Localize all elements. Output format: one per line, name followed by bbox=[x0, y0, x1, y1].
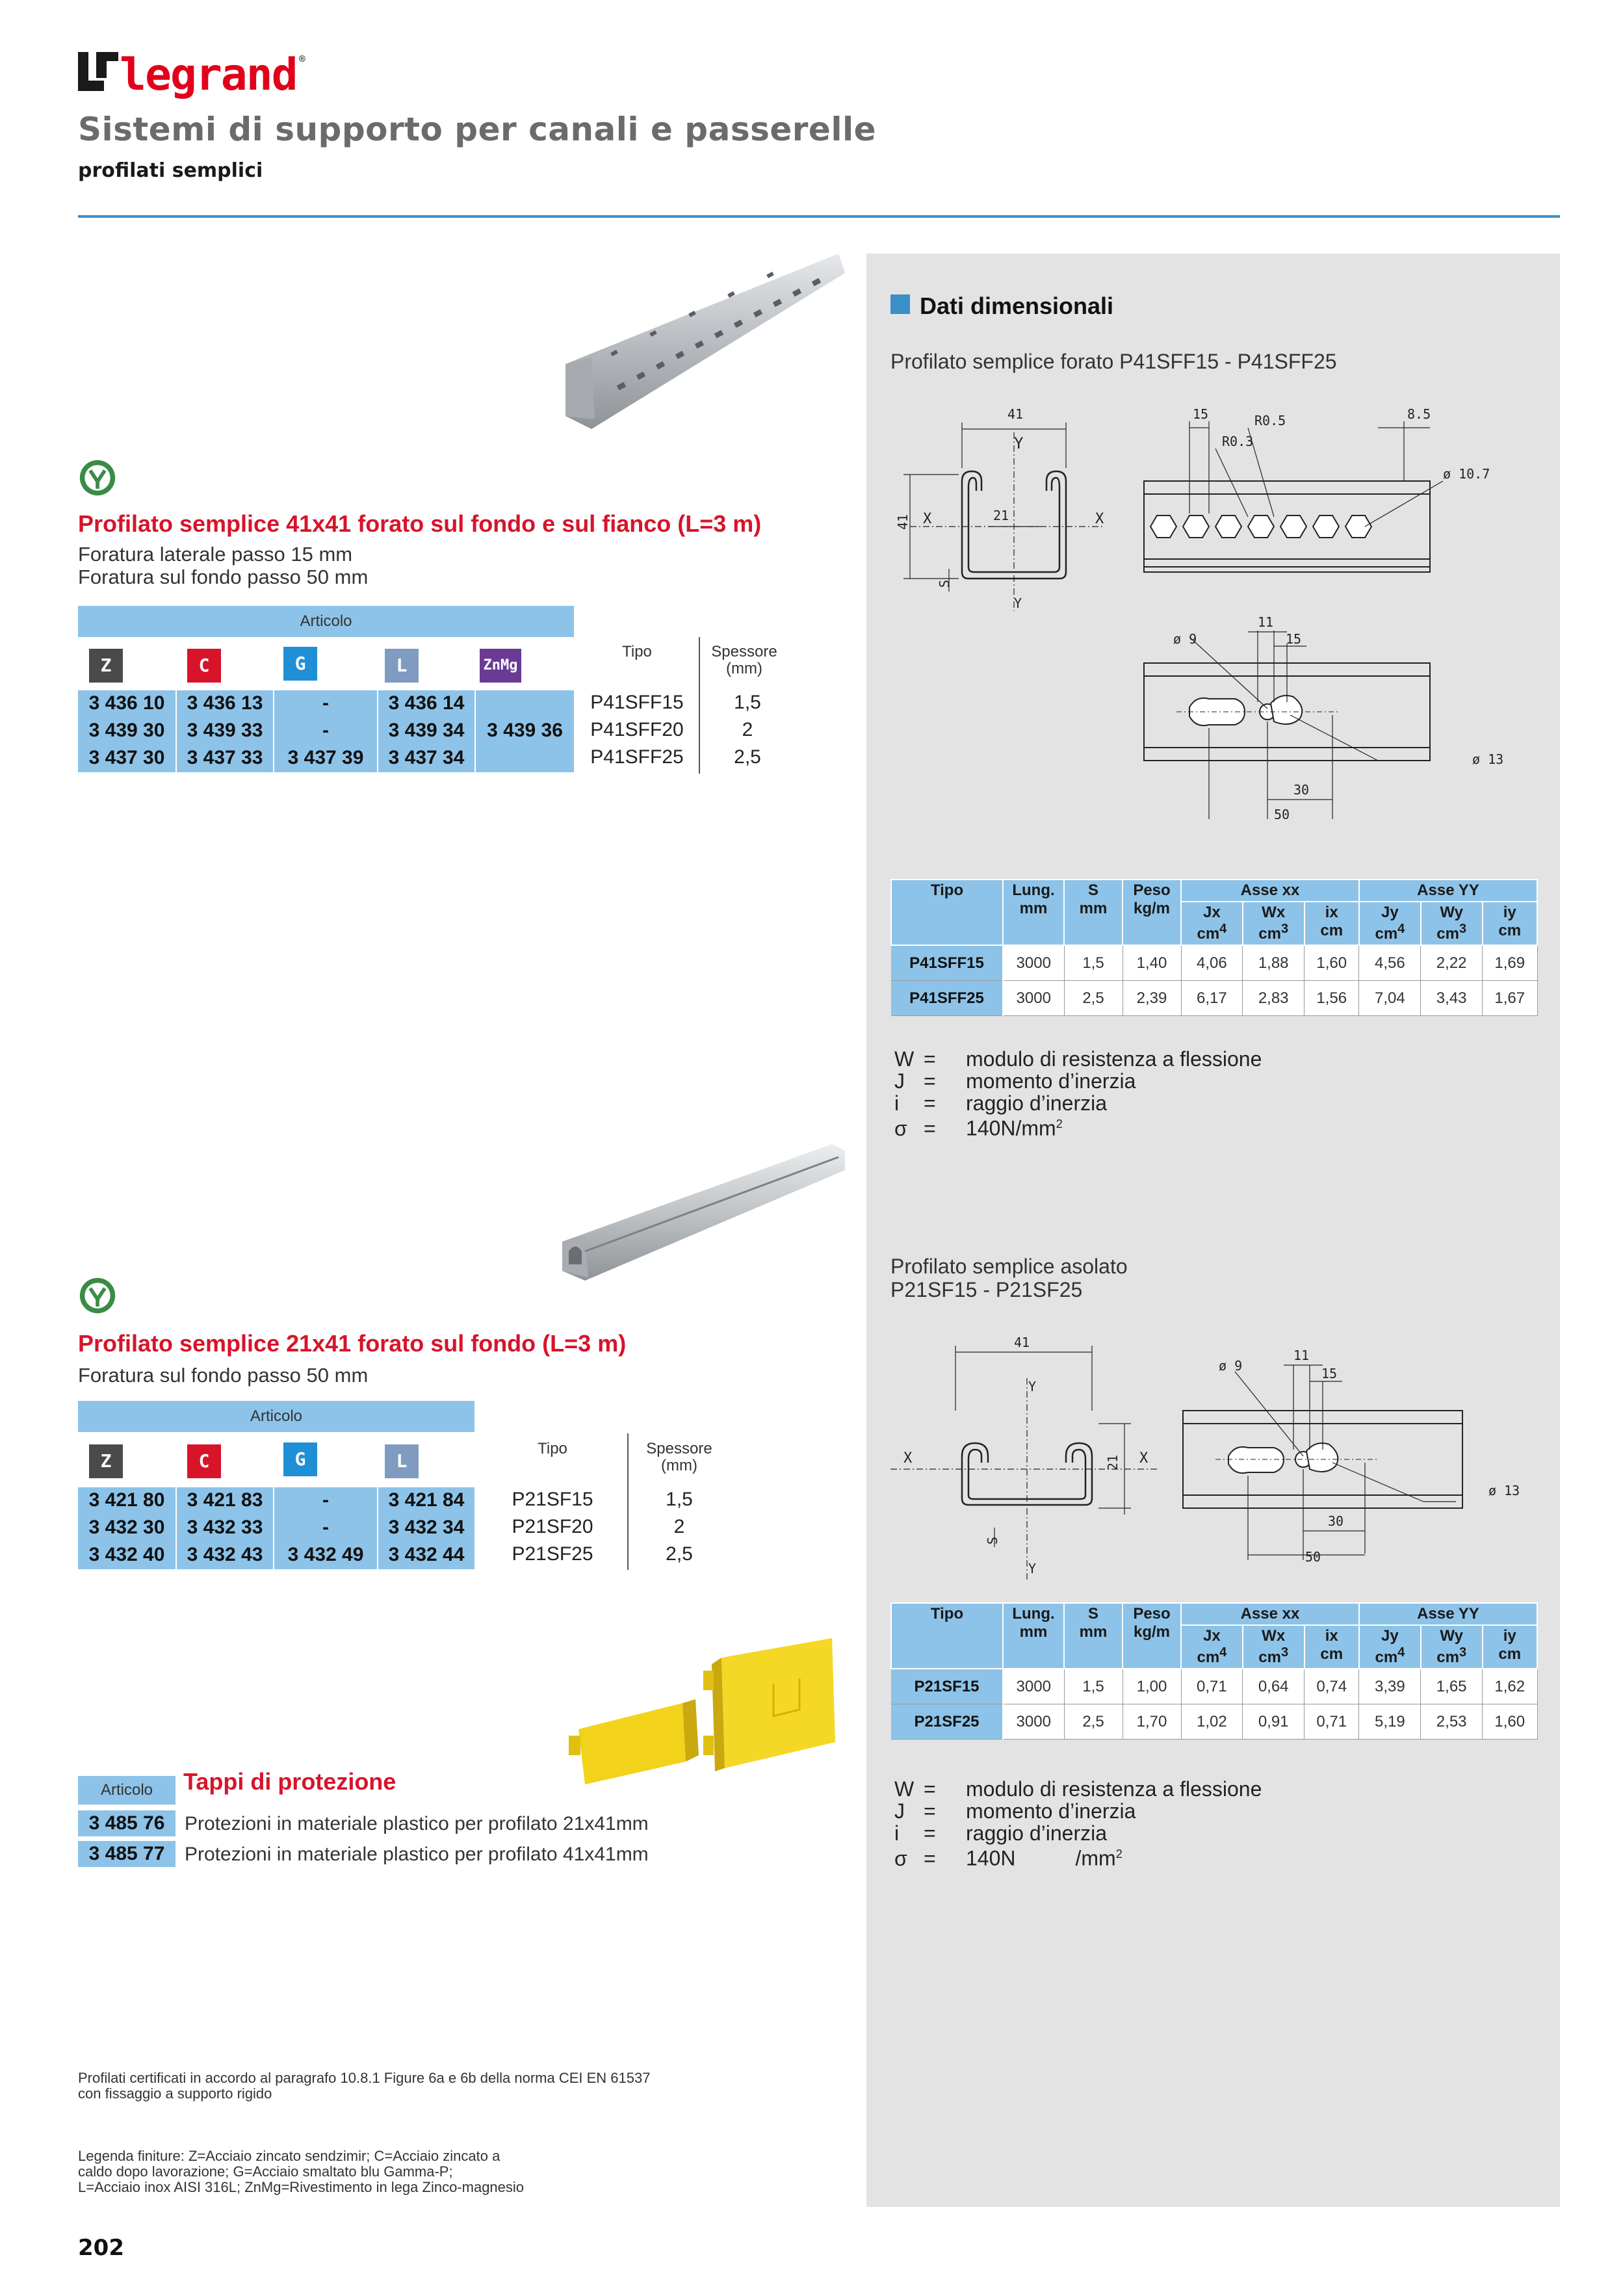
svg-text:S: S bbox=[985, 1536, 1000, 1545]
legend-i: i = raggio d’inerzia bbox=[894, 1091, 1108, 1115]
svg-text:Y: Y bbox=[1028, 1561, 1037, 1576]
product2-spessore-header: Spessore (mm) bbox=[646, 1440, 712, 1474]
dimension-table-2: Tipo Lung. mm S mm Peso kg/m Asse xx Asse YY Jx $cm^4$ Wx $cm^3$ ix cm Jy $cm^4$ Wy $cm^3$ iy cm P21SF15 3000 1,5 1,00 0,71 0,64 0,74 3,39 1,65 1,62 P21SF25 3000 2,5 1,70 1,02 0,91 0,71 5,19 2,53 1,60 bbox=[890, 1602, 1538, 1740]
table-row: P41SFF15 3000 1,5 1,40 4,06 1,88 1,60 4,56 2,22 1,69 bbox=[891, 945, 1537, 981]
finish-l-badge: L bbox=[385, 649, 419, 683]
profile-41x41-photo bbox=[559, 254, 845, 436]
svg-text:X: X bbox=[1139, 1450, 1149, 1467]
dim-d107: ø 10.7 bbox=[1443, 466, 1490, 482]
product2-code: 3 421 84 bbox=[378, 1487, 474, 1513]
product2-code: - bbox=[274, 1487, 377, 1513]
product1-code: 3 439 30 bbox=[78, 718, 175, 744]
page-subtitle: profilati semplici bbox=[78, 159, 263, 182]
product1-code: - bbox=[274, 690, 377, 716]
svg-text:8.5: 8.5 bbox=[1407, 406, 1431, 422]
svg-text:30: 30 bbox=[1328, 1513, 1344, 1529]
dim-width-41: 41 bbox=[1007, 406, 1024, 422]
product1-code: 3 439 33 bbox=[177, 718, 273, 744]
product1-tipo: P41SFF15 bbox=[590, 692, 684, 713]
svg-text:X: X bbox=[1095, 511, 1104, 527]
caps-code: 3 485 77 bbox=[78, 1841, 175, 1867]
product2-desc: Foratura sul fondo passo 50 mm bbox=[78, 1364, 369, 1387]
th-tipo: Tipo bbox=[891, 880, 1003, 945]
product2-tipo: P21SF15 bbox=[512, 1489, 593, 1510]
finish-c-badge: C bbox=[187, 649, 221, 683]
certification-icon bbox=[78, 1276, 117, 1315]
svg-text:R0.3: R0.3 bbox=[1222, 434, 1254, 449]
product1-code: - bbox=[274, 718, 377, 744]
product2-spessore: 2,5 bbox=[666, 1543, 693, 1565]
legend2-i: i = raggio d’inerzia bbox=[894, 1821, 1108, 1845]
table-row: P41SFF25 3000 2,5 2,39 6,17 2,83 1,56 7,04 3,43 1,67 bbox=[891, 981, 1537, 1016]
product2-code: 3 432 40 bbox=[78, 1542, 175, 1568]
product1-spessore: 2,5 bbox=[734, 746, 761, 768]
caps-code: 3 485 76 bbox=[78, 1810, 175, 1836]
column-divider bbox=[699, 637, 700, 774]
product1-code: 3 437 39 bbox=[274, 745, 377, 771]
caps-articolo-header: Articolo bbox=[78, 1776, 175, 1805]
section-marker bbox=[890, 294, 910, 314]
drawing1-caption: Profilato semplice forato P41SFF15 - P41SFF25 bbox=[890, 350, 1337, 373]
svg-text:S: S bbox=[937, 579, 952, 588]
product2-spessore: 1,5 bbox=[666, 1489, 693, 1510]
column-divider bbox=[627, 1433, 629, 1570]
legend-j: J = momento d’inerzia bbox=[894, 1069, 1136, 1093]
product2-code: - bbox=[274, 1515, 377, 1541]
finish-znmg-badge: ZnMg bbox=[480, 649, 521, 683]
drawing2-caption: Profilato semplice asolato P21SF15 - P21SF25 bbox=[890, 1255, 1128, 1301]
svg-text:50: 50 bbox=[1305, 1549, 1321, 1565]
product2-articolo-header: Articolo bbox=[78, 1401, 474, 1432]
svg-text:41: 41 bbox=[1014, 1335, 1030, 1350]
product2-code: 3 432 33 bbox=[177, 1515, 273, 1541]
svg-text:ø 13: ø 13 bbox=[1472, 751, 1504, 767]
header-divider bbox=[78, 215, 1560, 218]
svg-text:ø 9: ø 9 bbox=[1219, 1358, 1243, 1374]
svg-text:15: 15 bbox=[1286, 631, 1302, 647]
product1-code: 3 437 34 bbox=[378, 745, 474, 771]
certification-note: Profilati certificati in accordo al paragrafo 10.8.1 Figure 6a e 6b della norma CEI EN 61537 con fissaggio a supporto rigido bbox=[78, 2070, 651, 2102]
product2-code: 3 432 34 bbox=[378, 1515, 474, 1541]
product2-code: 3 421 80 bbox=[78, 1487, 175, 1513]
product1-title: Profilato semplice 41x41 forato sul fondo e sul fianco (L=3 m) bbox=[78, 510, 762, 537]
product1-tipo: P41SFF25 bbox=[590, 746, 684, 768]
table-row: P21SF15 3000 1,5 1,00 0,71 0,64 0,74 3,39 1,65 1,62 bbox=[891, 1669, 1537, 1704]
product1-tipo: P41SFF20 bbox=[590, 719, 684, 740]
product2-spessore: 2 bbox=[673, 1516, 685, 1537]
legend-w: W = modulo di resistenza a flessione bbox=[894, 1047, 1262, 1071]
product1-code bbox=[476, 690, 574, 716]
product1-code: 3 437 30 bbox=[78, 745, 175, 771]
svg-text:X: X bbox=[903, 1450, 913, 1467]
product1-articolo-header: Articolo bbox=[78, 606, 574, 637]
legend2-w: W = modulo di resistenza a flessione bbox=[894, 1777, 1262, 1801]
legrand-logo bbox=[78, 46, 312, 104]
legrand-logo-mark bbox=[78, 46, 312, 104]
product1-code: 3 439 34 bbox=[378, 718, 474, 744]
finish-g-badge: G bbox=[283, 1442, 317, 1476]
product1-spessore: 2 bbox=[742, 719, 753, 740]
finish-g-badge: G bbox=[283, 647, 317, 681]
legend-sigma: $\sigma = 140N/mm^2$ bbox=[894, 1116, 1063, 1140]
svg-text:11: 11 bbox=[1293, 1348, 1310, 1363]
profile-21x41-photo bbox=[559, 1144, 845, 1287]
product1-code: 3 436 13 bbox=[177, 690, 273, 716]
protection-caps-photo bbox=[565, 1632, 838, 1794]
side-holes bbox=[1150, 515, 1371, 538]
brand-wordmark: legrand bbox=[120, 49, 297, 101]
svg-text:21: 21 bbox=[993, 508, 1009, 523]
caps-title: Tappi di protezione bbox=[183, 1768, 396, 1795]
svg-text:Y: Y bbox=[1028, 1379, 1037, 1394]
product2-code: 3 432 30 bbox=[78, 1515, 175, 1541]
dimension-table-1: Tipo Lung. mm S mm Peso kg/m Asse xx Asse YY Jx $cm^4$ Wx $cm^3$ ix cm Jy $cm^4$ Wy $cm^3$ iy cm P41SFF15 3000 1,5 1,40 4,06 1,88 1,60 4,56 2,22 1,69 P41SFF25 3000 2,5 2,39 6,17 2,83 1,56 7,04 3,43 1,67 bbox=[890, 879, 1538, 1016]
drawing-p41sff-section-and-holes bbox=[884, 397, 1540, 819]
svg-text:15: 15 bbox=[1321, 1366, 1338, 1381]
legend2-sigma: σ = 140N $/mm^2$ bbox=[894, 1846, 1123, 1870]
svg-text:41: 41 bbox=[895, 514, 911, 530]
product1-code bbox=[476, 745, 574, 771]
svg-text:®: ® bbox=[299, 53, 305, 65]
svg-text:X: X bbox=[923, 511, 932, 527]
product1-code: 3 436 10 bbox=[78, 690, 175, 716]
product2-tipo: P21SF25 bbox=[512, 1543, 593, 1565]
product2-code: 3 421 83 bbox=[177, 1487, 273, 1513]
product2-title: Profilato semplice 21x41 forato sul fondo (L=3 m) bbox=[78, 1330, 627, 1357]
product2-code: 3 432 44 bbox=[378, 1542, 474, 1568]
product2-tipo-header: Tipo bbox=[538, 1440, 567, 1457]
product2-code: 3 432 49 bbox=[274, 1542, 377, 1568]
svg-text:11: 11 bbox=[1258, 614, 1274, 630]
legend2-j: J = momento d’inerzia bbox=[894, 1799, 1136, 1823]
finish-z-badge: Z bbox=[89, 649, 123, 683]
product1-code: 3 436 14 bbox=[378, 690, 474, 716]
table-row: P21SF25 3000 2,5 1,70 1,02 0,91 0,71 5,19 2,53 1,60 bbox=[891, 1704, 1537, 1740]
svg-text:50: 50 bbox=[1274, 807, 1290, 819]
drawing-p21sf-section-and-slots bbox=[884, 1326, 1540, 1586]
caps-desc: Protezioni in materiale plastico per profilato 21x41mm bbox=[185, 1813, 649, 1834]
product2-tipo: P21SF20 bbox=[512, 1516, 593, 1537]
panel-heading: Dati dimensionali bbox=[920, 293, 1114, 319]
svg-text:Y: Y bbox=[1014, 595, 1022, 611]
product2-code: 3 432 43 bbox=[177, 1542, 273, 1568]
svg-text:21: 21 bbox=[1105, 1454, 1121, 1470]
certification-icon bbox=[78, 458, 117, 497]
finish-c-badge: C bbox=[187, 1444, 221, 1478]
finish-legend-note: Legenda finiture: Z=Acciaio zincato sendzimir; C=Acciaio zincato a caldo dopo lavorazione; G=Acciaio smaltato blu Gamma-P; L=Acciaio inox AISI 316L; ZnMg=Rivestimento in lega Zinco-magnesio bbox=[78, 2148, 525, 2195]
product1-spessore: 1,5 bbox=[734, 692, 761, 713]
product1-spessore-header: Spessore (mm) bbox=[711, 643, 777, 677]
product1-code: 3 437 33 bbox=[177, 745, 273, 771]
svg-text:ø 13: ø 13 bbox=[1488, 1483, 1520, 1498]
svg-text:30: 30 bbox=[1293, 782, 1310, 798]
svg-text:15: 15 bbox=[1193, 406, 1209, 422]
finish-l-badge: L bbox=[385, 1444, 419, 1478]
svg-text:Y: Y bbox=[1014, 434, 1024, 452]
svg-text:ø 9: ø 9 bbox=[1173, 631, 1197, 647]
finish-z-badge: Z bbox=[89, 1444, 123, 1478]
product1-code: 3 439 36 bbox=[476, 718, 574, 744]
page-number: 202 bbox=[78, 2235, 124, 2261]
svg-text:R0.5: R0.5 bbox=[1254, 413, 1286, 428]
page-title: Sistemi di supporto per canali e passerelle bbox=[78, 111, 877, 148]
product1-tipo-header: Tipo bbox=[622, 643, 652, 660]
caps-desc: Protezioni in materiale plastico per profilato 41x41mm bbox=[185, 1844, 649, 1865]
product1-desc: Foratura laterale passo 15 mm Foratura sul fondo passo 50 mm bbox=[78, 543, 369, 588]
